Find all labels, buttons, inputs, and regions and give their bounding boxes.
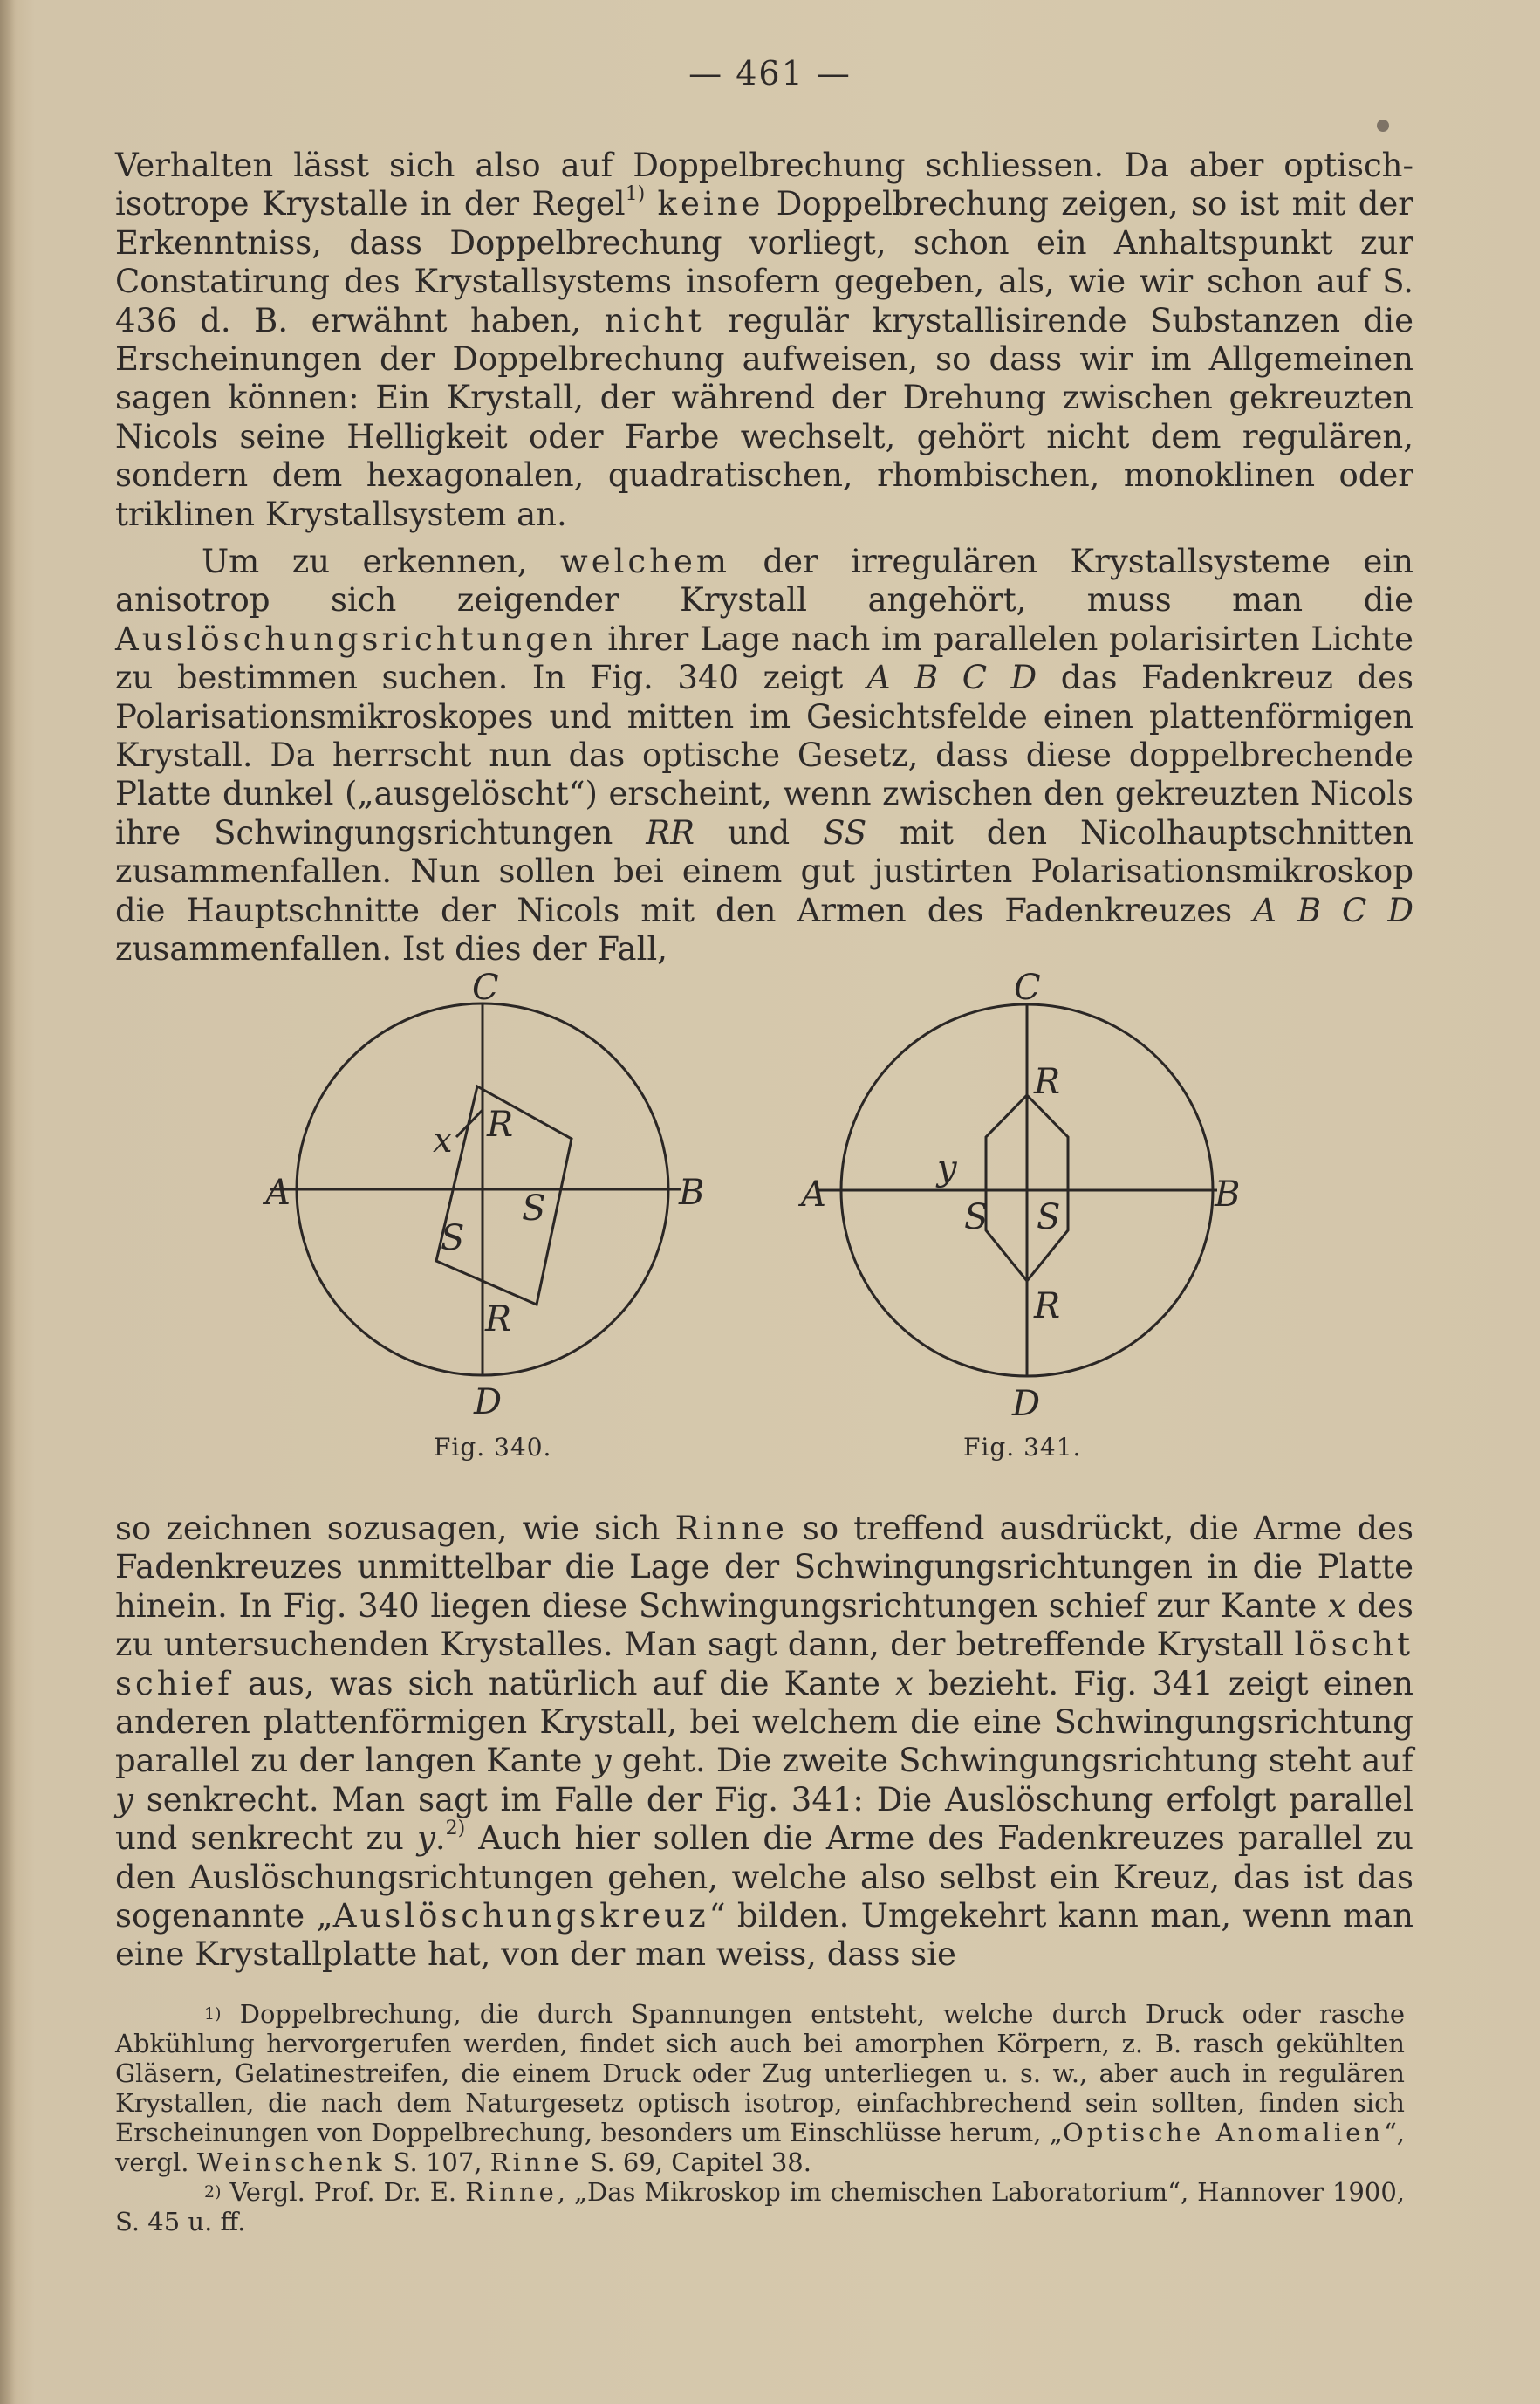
label-b-341: B [1215, 1175, 1241, 1215]
page-edge-shadow [0, 0, 16, 2404]
caption-fig-341: Fig. 341. [963, 1433, 1082, 1462]
label-d-340: D [474, 1382, 503, 1422]
label-x: x [433, 1120, 453, 1161]
caption-fig-340: Fig. 340. [434, 1433, 552, 1462]
figure-340 [270, 1003, 681, 1375]
label-r-lower-340: R [485, 1299, 512, 1339]
label-d-341: D [1012, 1384, 1041, 1424]
label-r-upper-340: R [487, 1105, 514, 1145]
label-y: y [937, 1148, 957, 1188]
footnote-1: $^{1)}$ Doppelbrechung, die durch Spannungen entsteht, welche durch Druck oder rasche Abkühlung hervorgerufen werden, findet sich auch bei amorphen Körpern, z. B. rasch gekühlten Gläsern, Gelatinestreifen, die einem Druck oder Zug unterliegen u. s. w., aber auch in regulären Krystallen, die nach dem Naturgesetz optisch isotrop, einfachbrechend sein sollten, finden sich Erscheinungen von Doppelbrechung, besonders um Einschlüsse herum, „Optische Anomalien“, vergl. Weinschenk S. 107, Rinne S. 69, Capitel 38. [115, 1999, 1405, 2177]
label-s-right-340: S [522, 1188, 546, 1229]
ink-spot [1377, 120, 1389, 132]
footnotes [115, 1999, 1405, 2236]
label-s-right-341: S [1037, 1197, 1061, 1237]
figures-340-341 [253, 955, 1283, 1470]
label-c-341: C [1014, 968, 1041, 1008]
footnote-2: $^{2)}$ Vergl. Prof. Dr. E. Rinne, „Das Mikroskop im chemischen Laboratorium“, Hannover 1900, S. 45 u. ff. [115, 2177, 1405, 2236]
label-a-341: A [801, 1175, 826, 1215]
label-a-340: A [265, 1173, 291, 1213]
label-r-upper-341: R [1034, 1062, 1061, 1102]
paragraph-1: Verhalten lässt sich also auf Doppelbrechung schliessen. Da aber optisch-isotrope Krystalle in der Regel$^{1)}$ keine Doppelbrechung zeigen, so ist mit der Erkenntniss, dass Doppelbrechung vorliegt, schon ein Anhaltspunkt zur Constatirung des Krystallsystems insofern gegeben, als, wie wir schon auf S. 436 d. B. erwähnt haben, nicht regulär krystallisirende Substanzen die Erscheinungen der Doppelbrechung aufweisen, so dass wir im Allgemeinen sagen können: Ein Krystall, der während der Drehung zwischen gekreuzten Nicols seine Helligkeit oder Farbe wechselt, gehört nicht dem regulären, sondern dem hexagonalen, quadratischen, rhombischen, monoklinen oder triklinen Krystallsystem an. [115, 147, 1413, 533]
label-s-left-341: S [964, 1197, 989, 1237]
label-b-340: B [679, 1173, 705, 1213]
figure-341 [816, 1003, 1217, 1377]
paragraph-3: so zeichnen sozusagen, wie sich Rinne so treffend ausdrückt, die Arme des Fadenkreuzes unmittelbar die Lage der Schwingungsrichtungen in die Platte hinein. In Fig. 340 liegen diese Schwingungsrichtungen schief zur Kante x des zu untersuchenden Krystalles. Man sagt dann, der betreffende Krystall löscht schief aus, was sich natürlich auf die Kante x bezieht. Fig. 341 zeigt einen anderen plattenförmigen Krystall, bei welchem die eine Schwingungsrichtung parallel zu der langen Kante y geht. Die zweite Schwingungsrichtung steht auf y senkrecht. Man sagt im Falle der Fig. 341: Die Auslöschung erfolgt parallel und senkrecht zu y.$^{2)}$ Auch hier sollen die Arme des Fadenkreuzes parallel zu den Auslöschungsrichtungen gehen, welche also selbst ein Kreuz, das ist das sogenannte „Auslöschungskreuz“ bilden. Umgekehrt kann man, wenn man eine Krystallplatte hat, von der man weiss, dass sie [115, 1510, 1414, 1974]
edge-x-marker [456, 1110, 483, 1137]
label-s-left-340: S [441, 1218, 465, 1258]
paragraph-2: Um zu erkennen, welchem der irregulären Krystallsysteme ein anisotrop sich zeigender Krystall angehört, muss man die Auslöschungsrichtungen ihrer Lage nach im parallelen polarisirten Lichte zu bestimmen suchen. In Fig. 340 zeigt A B C D das Fadenkreuz des Polarisationsmikroskopes und mitten im Gesichtsfelde einen plattenförmigen Krystall. Da herrscht nun das optische Gesetz, dass diese doppelbrechende Platte dunkel („ausgelöscht“) erscheint, wenn zwischen den gekreuzten Nicols ihre Schwingungsrichtungen RR und SS mit den Nicolhauptschnitten zusammenfallen. Nun sollen bei einem gut justirten Polarisationsmikroskop die Hauptschnitte der Nicols mit den Armen des Fadenkreuzes A B C D zusammenfallen. Ist dies der Fall, [115, 543, 1414, 969]
label-r-lower-341: R [1034, 1286, 1061, 1326]
label-c-340: C [472, 968, 499, 1008]
page-number: — 461 — [688, 54, 852, 92]
